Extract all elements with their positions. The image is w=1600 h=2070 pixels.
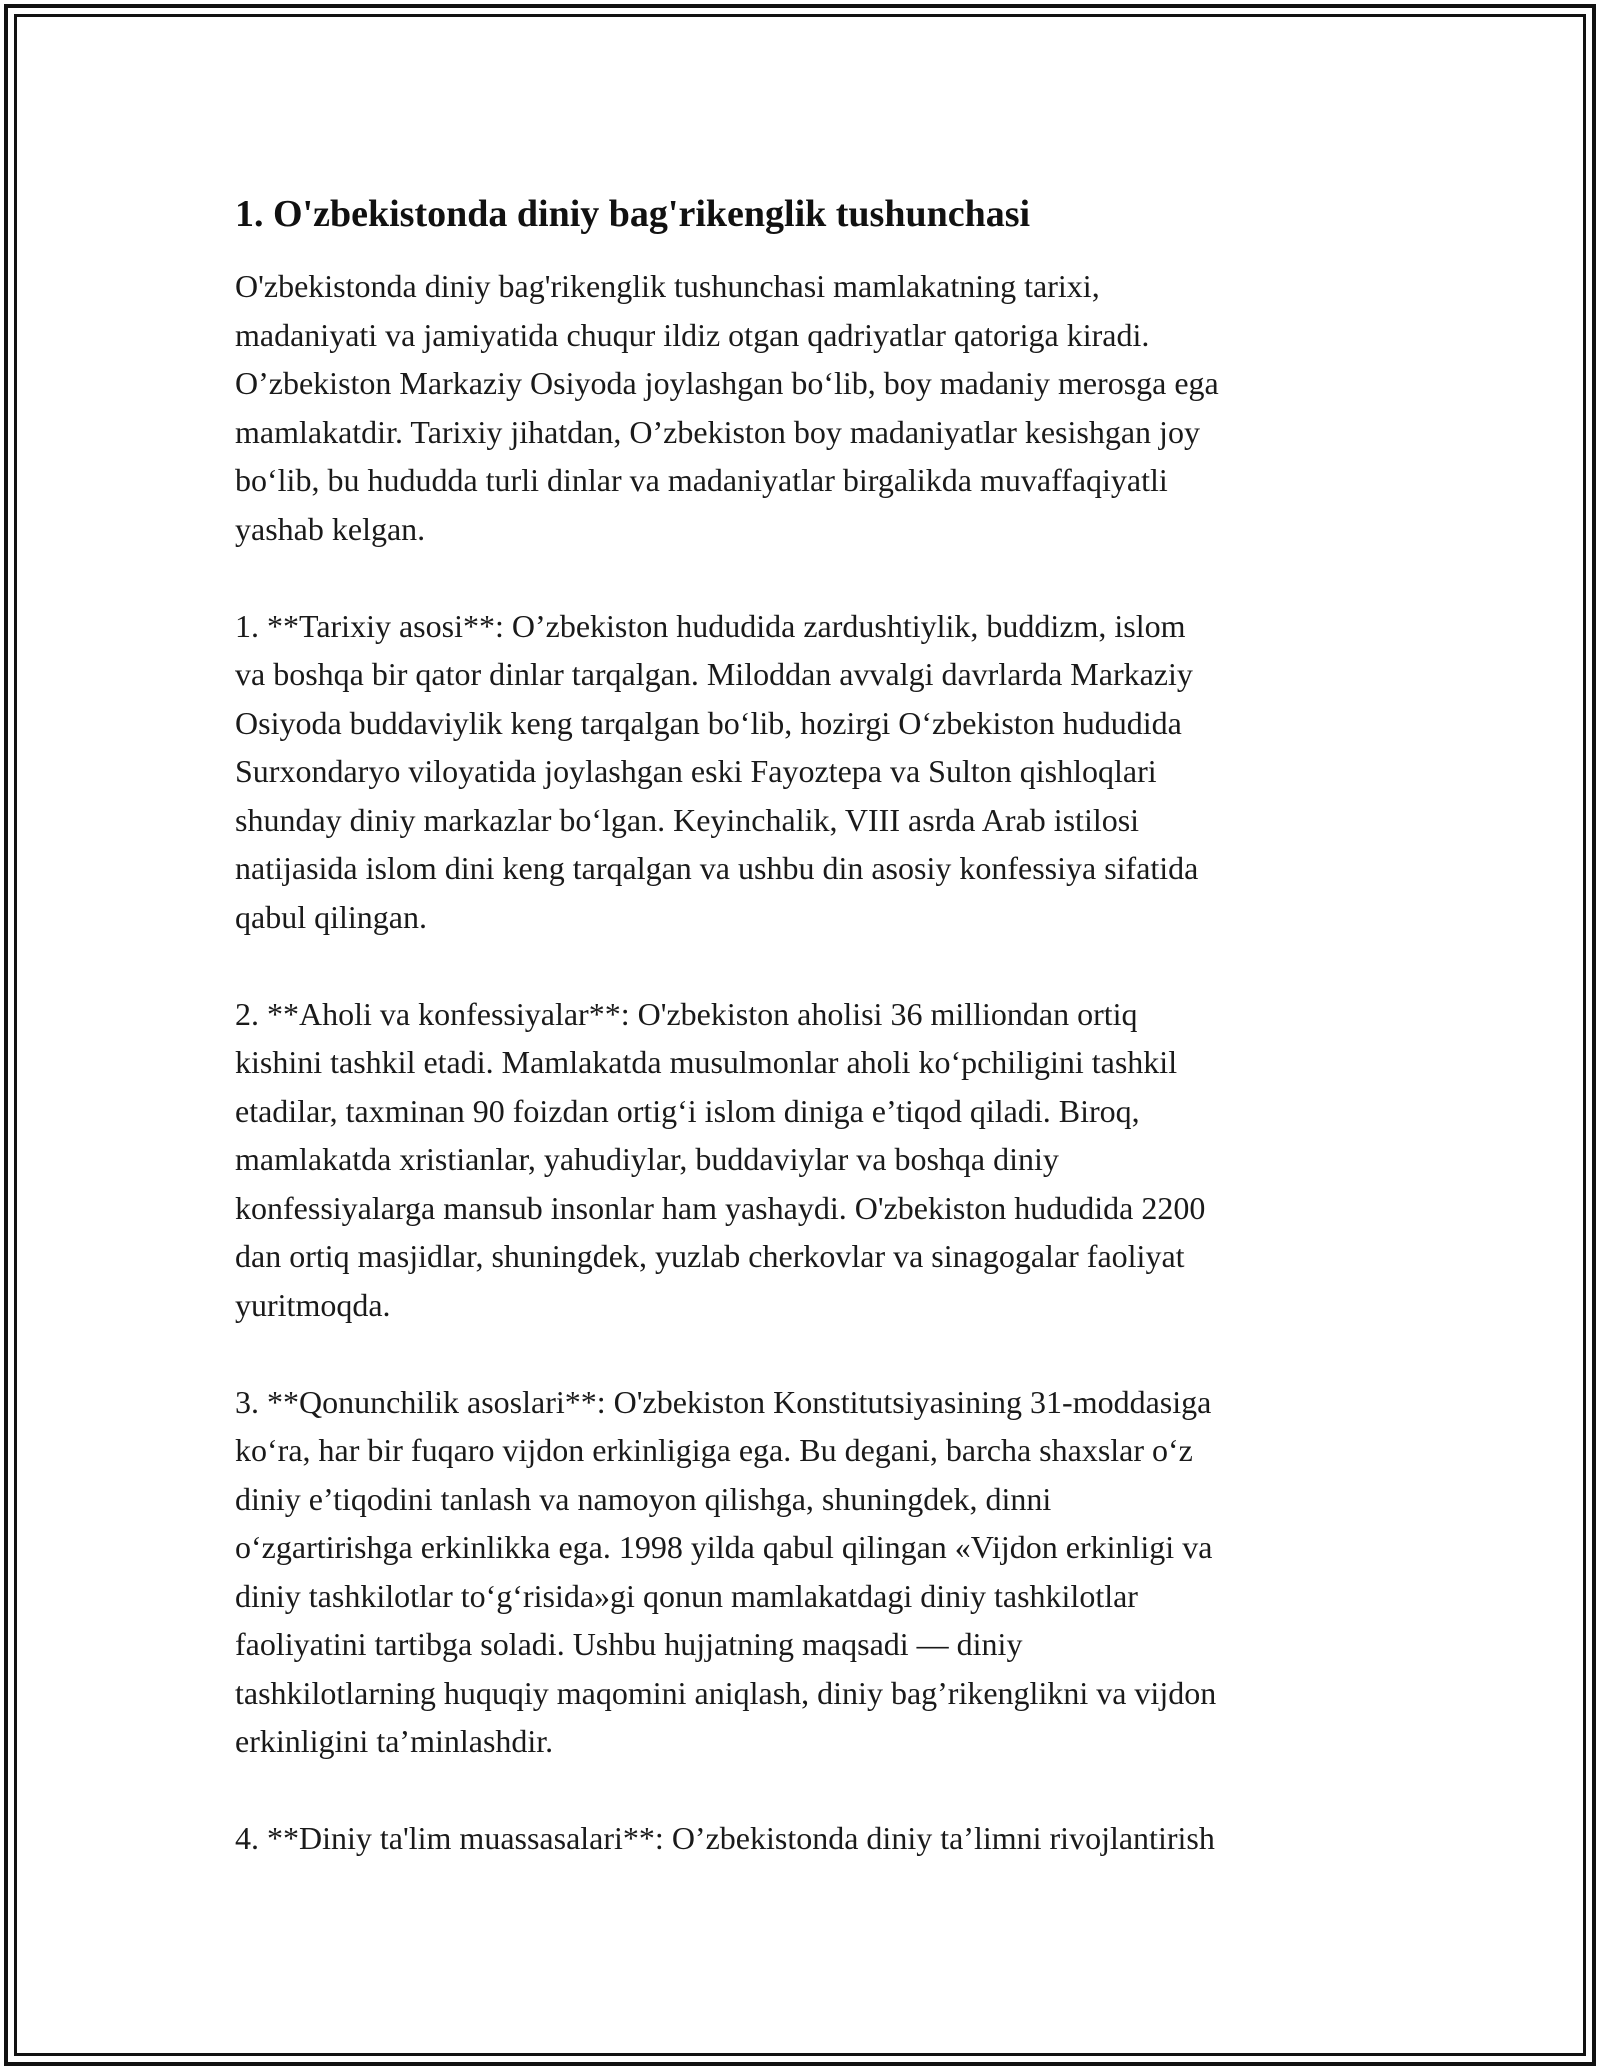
paragraph-intro: O'zbekistonda diniy bag'rikenglik tushunchasi mamlakatning tarixi, madaniyati va jamiyatida chuqur ildiz otgan qadriyatlar qatoriga kiradi. O’zbekiston Markaziy Osiyoda joylashgan bo‘lib, boy madaniy merosga ega mamlakatdir. Tarixiy jihatdan, O’zbekiston boy madaniyatlar kesishgan joy bo‘lib, bu hududda turli dinlar va madaniyatlar birgalikda muvaffaqiyatli yashab kelgan. bbox=[235, 268, 1219, 547]
paragraph-population-confessions: 2. **Aholi va konfessiyalar**: O'zbekiston aholisi 36 milliondan ortiq kishini tashkil etadi. Mamlakatda musulmonlar aholi ko‘pchiligini tashkil etadilar, taxminan 90 foizdan ortig‘i islom diniga e’tiqod qiladi. Biroq, mamlakatda xristianlar, yahudiylar, buddaviylar va boshqa diniy konfessiyalarga mansub insonlar ham yashaydi. O'zbekiston hududida 2200 dan ortiq masjidlar, shuningdek, yuzlab cherkovlar va sinagogalar faoliyat yuritmoqda. bbox=[235, 995, 1206, 1323]
document-body bbox=[235, 190, 1380, 1911]
paragraph-historical-basis: 1. **Tarixiy asosi**: O’zbekiston hududida zardushtiylik, buddizm, islom va boshqa bir qator dinlar tarqalgan. Miloddan avvalgi davrlarda Markaziy Osiyoda buddaviylik keng tarqalgan bo‘lib, hozirgi O‘zbekiston hududida Surxondaryo viloyatida joylashgan eski Fayoztepa va Sulton qishloqlari shunday diniy markazlar bo‘lgan. Keyinchalik, VIII asrda Arab istilosi natijasida islom dini keng tarqalgan va ushbu din asosiy konfessiya sifatida qabul qilingan. bbox=[235, 607, 1199, 935]
document-title: 1. O'zbekistonda diniy bag'rikenglik tushunchasi bbox=[235, 193, 1031, 235]
paragraph-religious-education: 4. **Diniy ta'lim muassasalari**: O’zbekistonda diniy ta’limni rivojlantirish bbox=[235, 1820, 1215, 1856]
paragraph-legal-basis: 3. **Qonunchilik asoslari**: O'zbekiston Konstitutsiyasining 31-moddasiga ko‘ra, har bir fuqaro vijdon erkinligiga ega. Bu degani, barcha shaxslar o‘z diniy e’tiqodini tanlash va namoyon qilishga, shuningdek, dinni o‘zgartirishga erkinlikka ega. 1998 yilda qabul qilingan «Vijdon erkinligi va diniy tashkilotlar to‘g‘risida»gi qonun mamlakatdagi diniy tashkilotlar faoliyatini tartibga soladi. Ushbu hujjatning maqsadi — diniy tashkilotlarning huquqiy maqomini aniqlash, diniy bag’rikenglikni va vijdon erkinligini ta’minlashdir. bbox=[235, 1383, 1217, 1759]
